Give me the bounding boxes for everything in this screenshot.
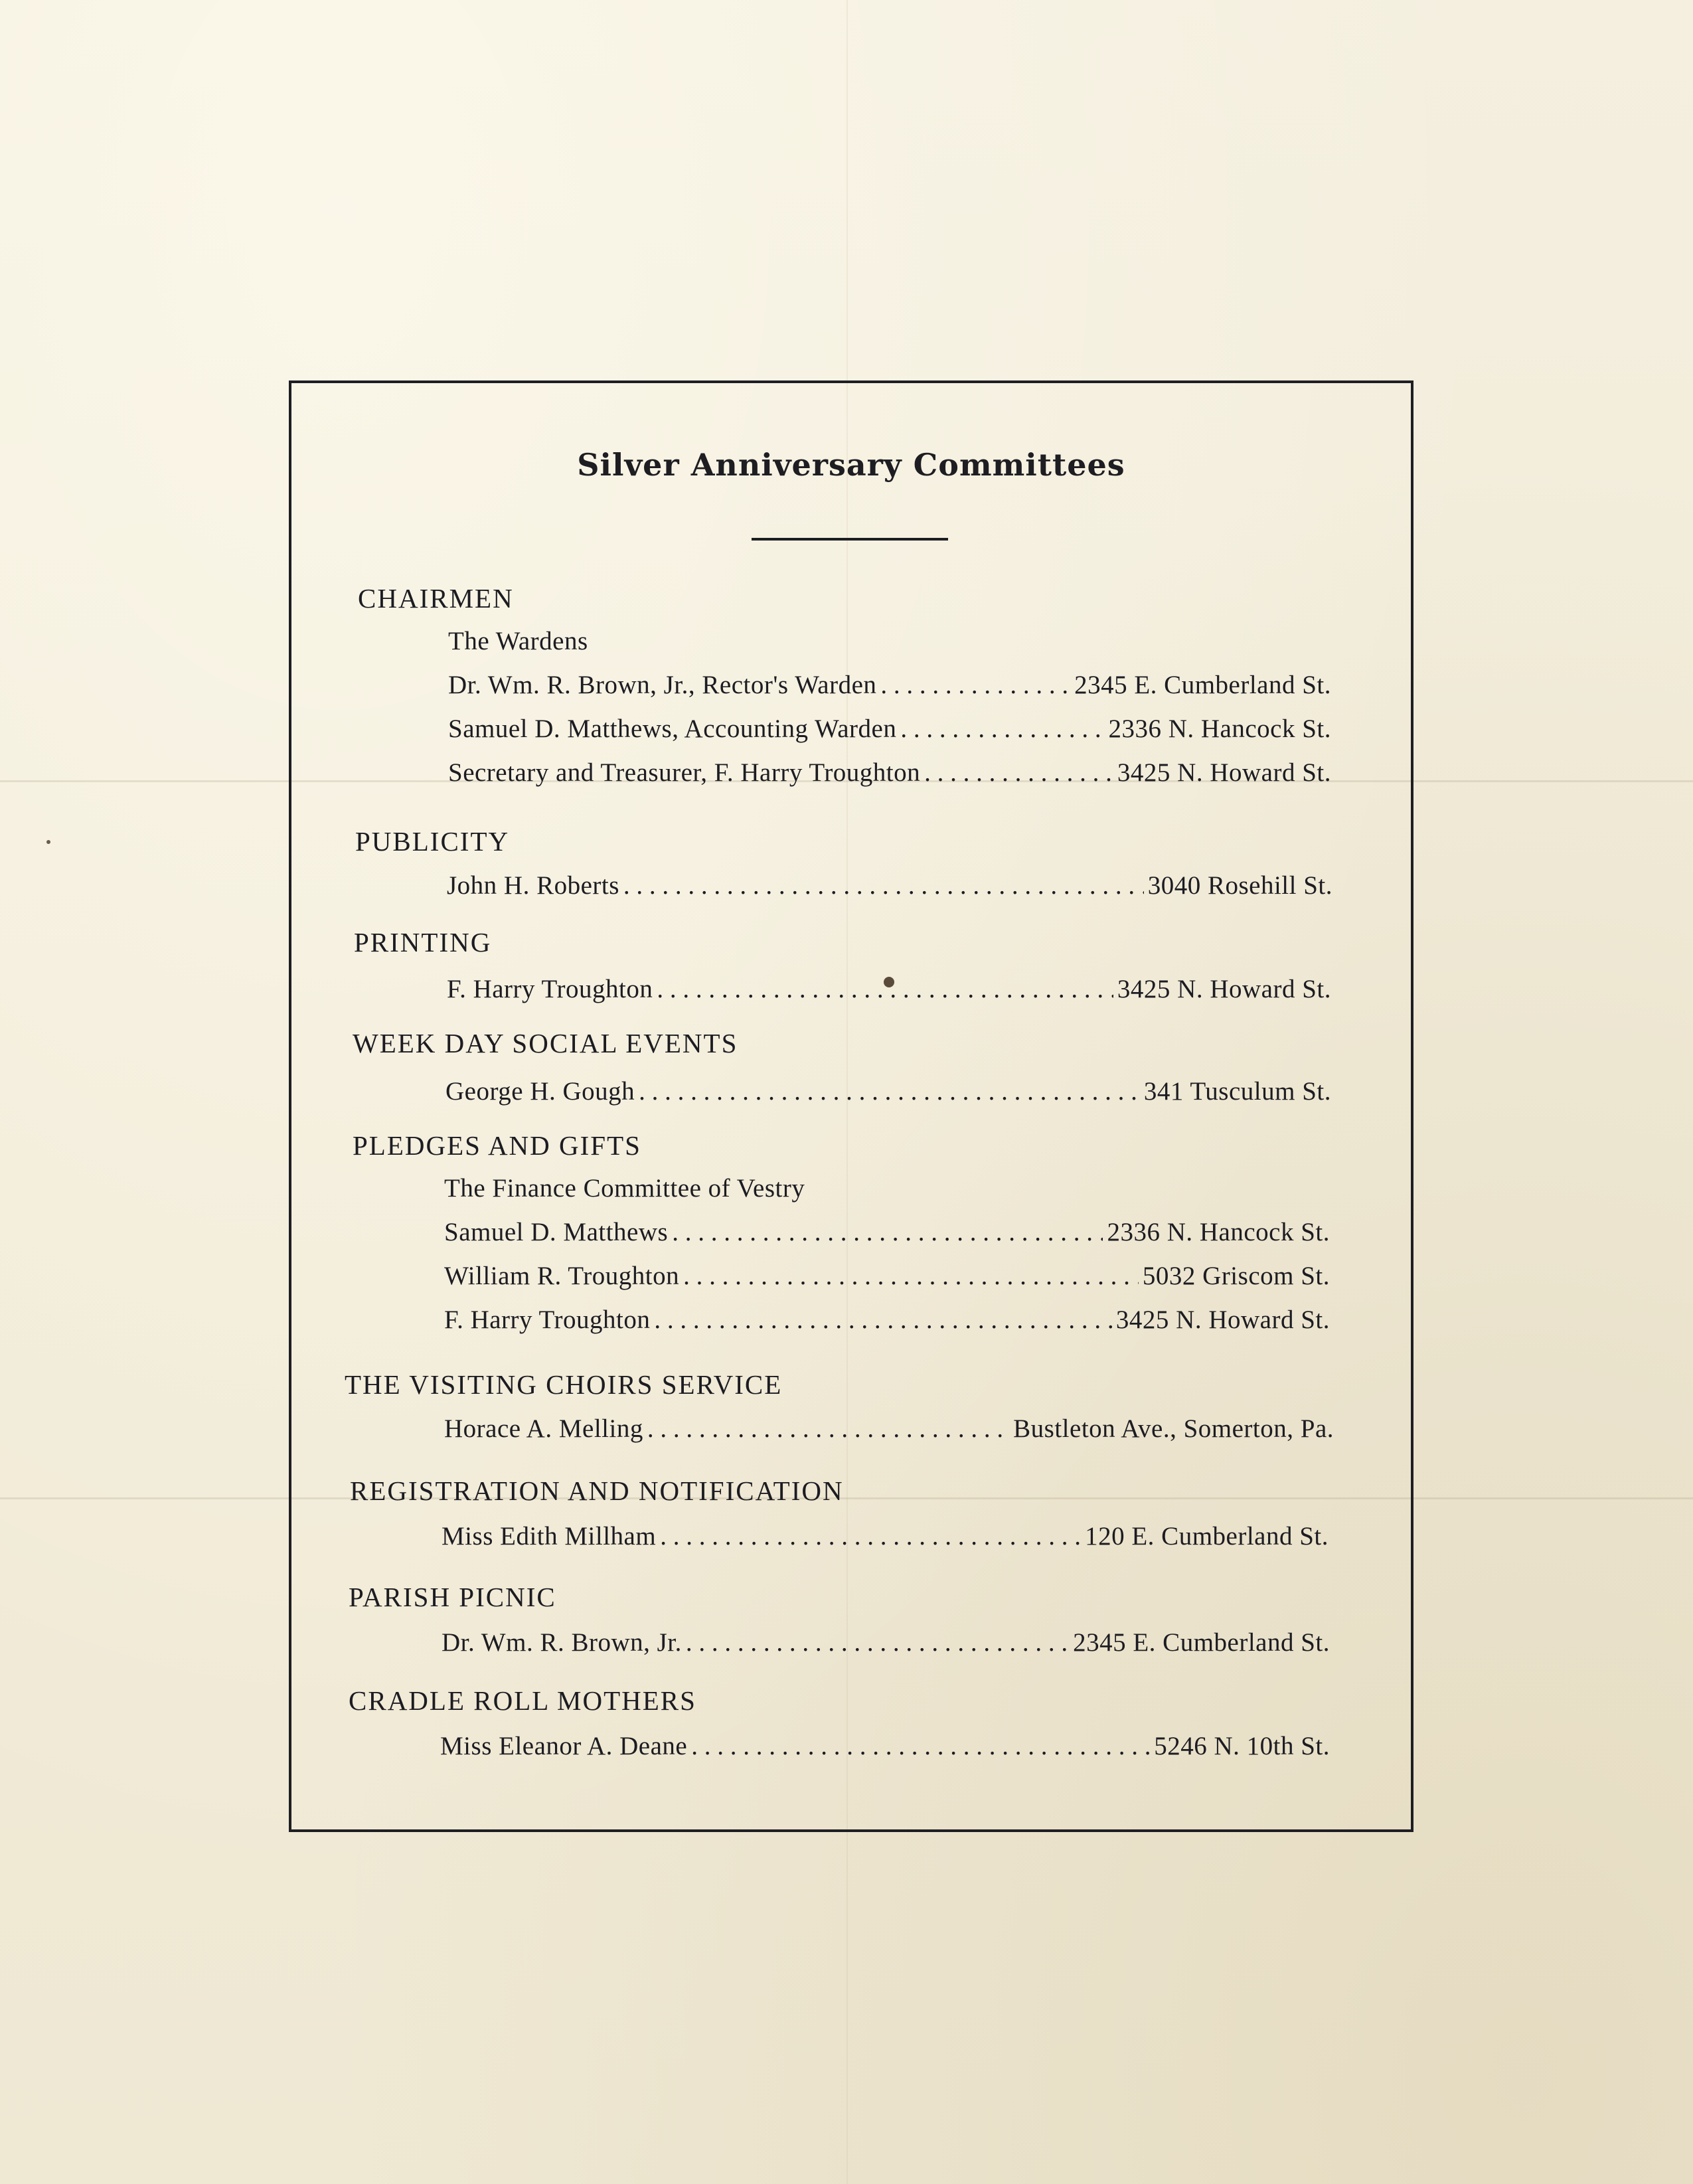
entry-address: 2336 N. Hancock St. — [1107, 1218, 1330, 1246]
entry-address: 5246 N. 10th St. — [1154, 1732, 1330, 1760]
section-heading-publicity: PUBLICITY — [355, 826, 510, 857]
entry-name: F. Harry Troughton — [447, 975, 653, 1003]
entry-name: F. Harry Troughton — [444, 1305, 651, 1334]
title-rule — [752, 538, 948, 541]
committee-entry — [440, 1731, 1330, 1761]
committee-entry — [444, 1414, 1334, 1444]
committee-entry — [442, 1521, 1329, 1551]
entry-name: John H. Roberts — [447, 871, 619, 900]
dot-leader — [672, 1217, 1103, 1247]
entry-name: Horace A. Melling — [444, 1414, 643, 1443]
entry-address: Bustleton Ave., Somerton, Pa. — [1013, 1414, 1334, 1443]
entry-address: 341 Tusculum St. — [1143, 1077, 1331, 1106]
entry-name: Miss Edith Millham — [442, 1522, 657, 1551]
entry-name: Samuel D. Matthews — [444, 1218, 669, 1246]
dot-leader — [623, 871, 1144, 900]
section-heading-week-day-social-events: WEEK DAY SOCIAL EVENTS — [353, 1028, 738, 1058]
committee-entry — [447, 871, 1332, 900]
entry-name: Secretary and Treasurer, F. Harry Troughton — [448, 758, 921, 787]
entry-address: 5032 Griscom St. — [1142, 1262, 1330, 1290]
section-subheading-finance-committee: The Finance Committee of Vestry — [444, 1174, 805, 1203]
paper-speck — [46, 840, 50, 844]
entry-address: 2336 N. Hancock St. — [1108, 714, 1331, 743]
committee-entry — [448, 758, 1331, 788]
entry-name: Samuel D. Matthews, Accounting Warden — [448, 714, 897, 743]
dot-leader — [900, 714, 1104, 744]
committee-entry — [445, 1076, 1331, 1106]
dot-leader — [683, 1261, 1139, 1291]
dot-leader — [639, 1076, 1140, 1106]
entry-address: 3425 N. Howard St. — [1117, 758, 1331, 787]
entry-address: 120 E. Cumberland St. — [1085, 1522, 1329, 1551]
dot-leader — [660, 1521, 1081, 1551]
entry-address: 3425 N. Howard St. — [1117, 975, 1331, 1003]
section-heading-visiting-choirs-service: THE VISITING CHOIRS SERVICE — [345, 1369, 783, 1400]
section-heading-printing: PRINTING — [354, 927, 492, 958]
dot-leader — [686, 1628, 1069, 1657]
dot-leader — [924, 758, 1113, 788]
entry-name: Dr. Wm. R. Brown, Jr. — [442, 1628, 682, 1657]
committee-entry — [442, 1628, 1330, 1657]
entry-address: 3425 N. Howard St. — [1115, 1305, 1330, 1334]
entry-name: William R. Troughton — [444, 1262, 680, 1290]
dot-leader — [880, 670, 1070, 700]
entry-name: George H. Gough — [445, 1077, 635, 1106]
section-heading-registration-and-notification: REGISTRATION AND NOTIFICATION — [350, 1475, 844, 1506]
entry-name: Dr. Wm. R. Brown, Jr., Rector's Warden — [448, 671, 877, 699]
committee-entry — [444, 1217, 1330, 1247]
committee-frame — [289, 380, 1413, 1832]
entry-address: 2345 E. Cumberland St. — [1073, 1628, 1330, 1657]
section-heading-cradle-roll-mothers: CRADLE ROLL MOTHERS — [349, 1685, 696, 1716]
ink-spot — [884, 977, 894, 987]
committee-entry — [448, 714, 1331, 744]
entry-address: 2345 E. Cumberland St. — [1074, 671, 1331, 699]
committee-entry — [444, 1261, 1330, 1291]
section-heading-pledges-and-gifts: PLEDGES AND GIFTS — [353, 1130, 641, 1161]
entry-address: 3040 Rosehill St. — [1147, 871, 1332, 900]
section-heading-chairmen: CHAIRMEN — [358, 583, 514, 614]
committee-entry — [448, 670, 1331, 700]
page-title: Silver Anniversary Committees — [577, 447, 1125, 483]
dot-leader — [647, 1414, 1009, 1444]
committee-entry — [444, 1305, 1330, 1335]
dot-leader — [654, 1305, 1112, 1335]
entry-name: Miss Eleanor A. Deane — [440, 1732, 688, 1760]
section-heading-parish-picnic: PARISH PICNIC — [349, 1582, 556, 1612]
dot-leader — [691, 1731, 1150, 1761]
section-subheading-wardens: The Wardens — [448, 627, 588, 655]
